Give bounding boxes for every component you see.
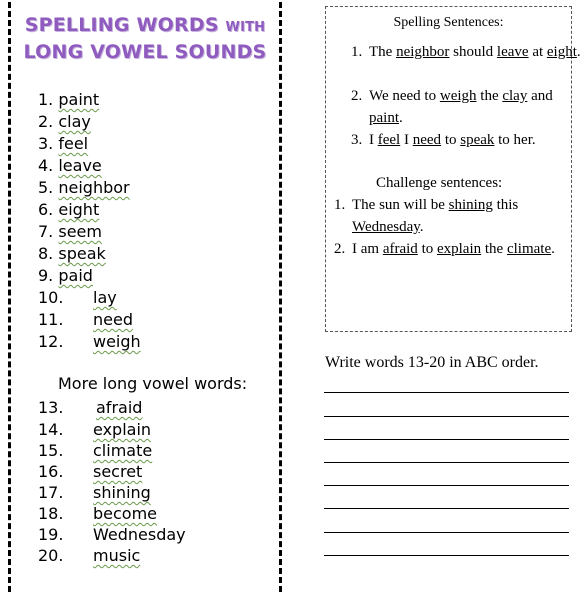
word-text: climate — [93, 441, 153, 460]
word-text: need — [93, 310, 133, 329]
word-number: 13. — [38, 398, 64, 417]
text-part: to — [441, 132, 461, 148]
sentence-text — [369, 129, 584, 151]
word-number: 12. — [38, 332, 64, 351]
word-number: 4. — [38, 156, 54, 175]
spelling-word: neighbor — [396, 44, 450, 60]
text-part: the — [481, 241, 507, 257]
page-title-line-2: LONG VOWEL SOUNDS — [23, 41, 267, 63]
word-item-2 — [38, 111, 91, 133]
word-text: become — [93, 504, 158, 523]
word-number: 7. — [38, 222, 54, 241]
word-text: secret — [93, 462, 143, 481]
text-part: I — [400, 132, 413, 148]
word-number: 14. — [38, 420, 64, 439]
text-part: I am — [352, 241, 383, 257]
spelling-word: weigh — [439, 88, 477, 104]
sentence-text — [352, 194, 567, 238]
word-number: 3. — [38, 134, 54, 153]
text-part: this — [492, 197, 519, 213]
word-text: Wednesday — [93, 525, 186, 544]
word-text: weigh — [93, 332, 141, 351]
text-part: to — [417, 241, 437, 257]
spelling-word: climate — [506, 241, 552, 257]
word-text: speak — [58, 244, 106, 263]
spelling-list-panel — [8, 2, 282, 592]
page-title-line-1 — [11, 14, 279, 36]
spelling-word: speak — [460, 132, 495, 148]
word-number: 19. — [38, 525, 64, 544]
word-item-18 — [38, 503, 157, 525]
spelling-word: explain — [436, 241, 482, 257]
writing-line-1[interactable] — [324, 392, 569, 393]
word-number: 2. — [38, 112, 54, 131]
spelling-word: feel — [377, 132, 401, 148]
word-text: paid — [58, 266, 93, 285]
word-text: clay — [58, 112, 91, 131]
word-number: 16. — [38, 462, 64, 481]
text-part: The sun will be — [352, 197, 449, 213]
writing-line-6[interactable] — [324, 508, 569, 509]
spelling-word: need — [412, 132, 442, 148]
sentence-number: 2. — [351, 88, 363, 104]
text-part: should — [449, 44, 497, 60]
word-item-10 — [38, 287, 117, 309]
text-part: at — [528, 44, 547, 60]
spelling-word: eight — [546, 44, 577, 60]
sentence-2 — [351, 85, 571, 129]
spelling-word: leave — [496, 44, 529, 60]
title-small-text: WITH — [225, 20, 266, 35]
writing-line-8[interactable] — [324, 555, 569, 556]
spelling-word: afraid — [382, 241, 418, 257]
word-number: 17. — [38, 483, 64, 502]
word-item-1 — [38, 89, 99, 111]
word-text: shining — [93, 483, 151, 502]
word-number: 10. — [38, 288, 64, 307]
writing-line-3[interactable] — [324, 439, 569, 440]
challenge-sentence-2 — [334, 238, 569, 282]
sentence-number: 1. — [351, 44, 363, 60]
word-item-7 — [38, 221, 102, 243]
word-text: eight — [58, 200, 100, 219]
abc-order-instruction: Write words 13-20 in ABC order. — [325, 354, 539, 371]
sentences-heading: Spelling Sentences: — [393, 15, 504, 30]
word-text: paint — [58, 90, 100, 109]
word-number: 18. — [38, 504, 64, 523]
sentence-1 — [351, 41, 581, 85]
word-number: 11. — [38, 310, 64, 329]
text-part: . — [576, 44, 581, 60]
spelling-word: clay — [502, 88, 528, 104]
word-item-13 — [38, 397, 142, 419]
sentence-3 — [351, 129, 571, 151]
word-item-3 — [38, 133, 88, 155]
word-item-4 — [38, 155, 102, 177]
text-part: I — [369, 132, 378, 148]
word-item-12 — [38, 331, 141, 353]
spelling-word: paint — [369, 110, 399, 126]
word-text: seem — [58, 222, 102, 241]
sentence-number: 3. — [351, 132, 363, 148]
writing-line-7[interactable] — [324, 532, 569, 533]
text-part: and — [527, 88, 553, 104]
word-item-17 — [38, 482, 151, 504]
word-item-6 — [38, 199, 99, 221]
word-number: 5. — [38, 178, 54, 197]
word-item-14 — [38, 419, 151, 441]
text-part: The — [369, 44, 397, 60]
word-text: explain — [93, 420, 152, 439]
word-text: music — [93, 546, 141, 565]
text-part: the — [476, 88, 503, 104]
word-text: lay — [93, 288, 117, 307]
word-item-19 — [38, 524, 186, 546]
word-text: leave — [58, 156, 102, 175]
writing-line-2[interactable] — [324, 416, 569, 417]
word-item-5 — [38, 177, 130, 199]
word-number: 1. — [38, 90, 54, 109]
text-part: . — [399, 110, 403, 126]
word-number: 9. — [38, 266, 54, 285]
sentence-number: 2. — [334, 241, 346, 257]
word-item-9 — [38, 265, 93, 287]
sentence-number: 1. — [334, 197, 346, 213]
word-text: neighbor — [58, 178, 130, 197]
word-item-8 — [38, 243, 106, 265]
word-number: 20. — [38, 546, 64, 565]
word-item-20 — [38, 545, 140, 567]
sentences-panel — [325, 6, 581, 332]
word-item-16 — [38, 461, 142, 483]
text-part: We need to — [369, 88, 440, 104]
more-words-heading: More long vowel words: — [58, 374, 248, 393]
text-part: . — [419, 219, 424, 235]
text-part: . — [551, 241, 555, 257]
spelling-word: shining — [448, 197, 493, 213]
title-main-text: SPELLING WORDS — [24, 14, 219, 36]
challenge-sentence-1 — [334, 194, 569, 238]
spelling-word: Wednesday — [352, 219, 420, 235]
word-text: afraid — [96, 398, 143, 417]
word-number: 8. — [38, 244, 54, 263]
challenge-heading: Challenge sentences: — [376, 175, 503, 191]
word-item-15 — [38, 440, 152, 462]
word-item-11 — [38, 309, 133, 331]
writing-line-5[interactable] — [324, 485, 569, 486]
word-number: 15. — [38, 441, 64, 460]
writing-line-4[interactable] — [324, 462, 569, 463]
sentence-text — [369, 85, 584, 129]
text-part: to her. — [494, 132, 536, 148]
sentence-text — [369, 41, 584, 63]
word-number: 6. — [38, 200, 54, 219]
word-text: feel — [58, 134, 89, 153]
sentence-text — [352, 238, 567, 260]
